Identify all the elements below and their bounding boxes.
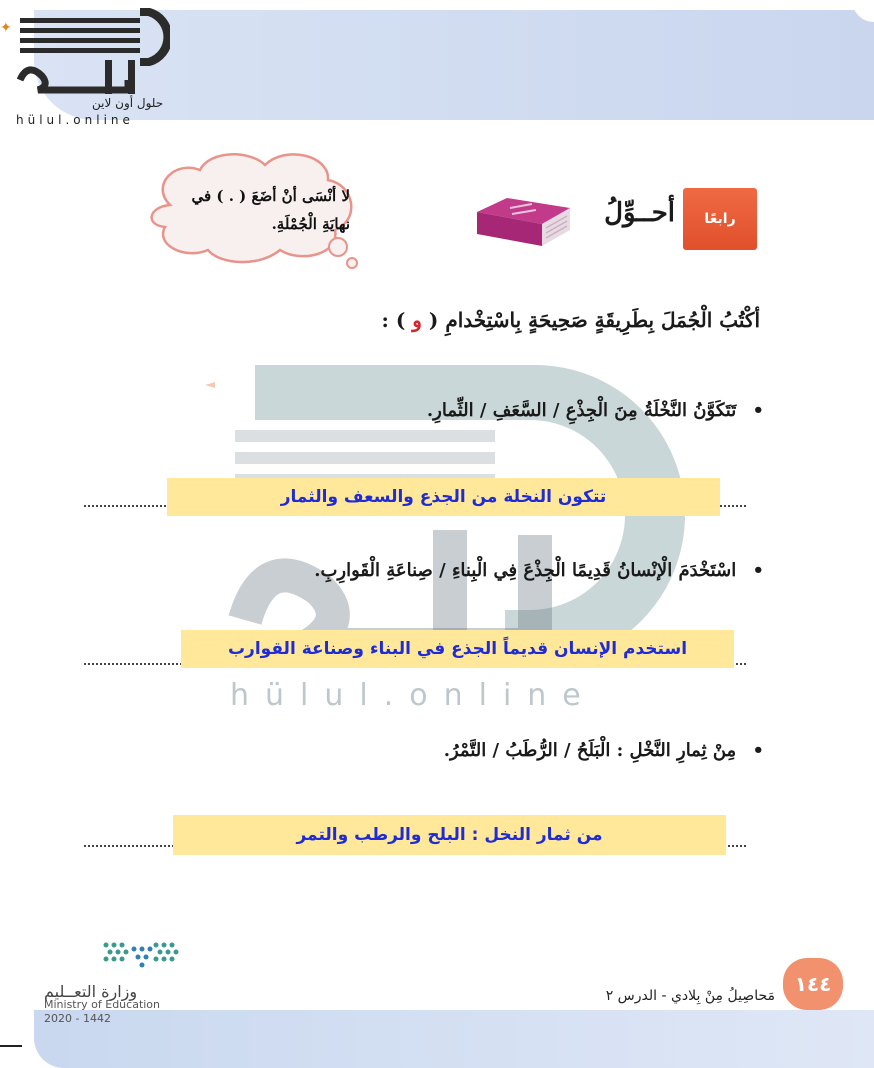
question-3-text: مِنْ ثِمارِ النَّخْلِ : الْبَلَحُ / الرُّطَبُ / التَّمْرُ.: [443, 740, 737, 761]
section-badge: رابعًا: [683, 188, 757, 250]
page-caption: مَحاصِيلُ مِنْ بِلادي - الدرس ٢: [605, 988, 775, 1004]
question-1-text: تَتَكَوَّنُ النَّخْلَةُ مِنَ الْجِذْعِ / السَّعَفِ / الثِّمارِ.: [426, 400, 737, 421]
answer-3[interactable]: من ثمار النخل : البلح والرطب والتمر: [173, 815, 726, 855]
hulul-logo: [0, 0, 170, 130]
logo-arabic: حلول أون لاين: [92, 96, 164, 110]
ministry-logo-icon: [96, 937, 196, 977]
logo-latin: hülul.online: [16, 113, 134, 127]
footer-rule: [0, 1045, 22, 1047]
logo-spark-icon: ✦: [0, 20, 12, 36]
bullet-icon: •: [752, 400, 764, 421]
question-2: [204, 560, 764, 581]
instruction-text: [330, 308, 760, 332]
watermark-latin: hülul.online: [230, 678, 597, 713]
section-title: أحــوِّلُ: [604, 198, 675, 228]
footer-band: [34, 1010, 874, 1068]
ministry-year: 2020 - 1442: [44, 1012, 111, 1025]
answer-2[interactable]: استخدم الإنسان قديماً الجذع في البناء وصناعة القوارب: [181, 630, 734, 668]
tip-line-1: لا أنْسَى أنْ أضَعَ ( . ) في: [191, 187, 350, 205]
bullet-icon: •: [752, 560, 764, 581]
ministry-arabic: وزارة التعــليم: [44, 982, 138, 1001]
instruction-letter: و: [412, 308, 422, 332]
ministry-english: Ministry of Education: [44, 998, 161, 1011]
tip-text: [180, 182, 350, 238]
instruction-after: ) :: [381, 308, 406, 332]
question-3: [204, 740, 764, 761]
tip-line-2: نهايَةِ الْجُمْلَةِ.: [271, 215, 350, 233]
question-1: [204, 400, 764, 421]
page-number: ١٤٤: [783, 958, 843, 1010]
answer-1[interactable]: تتكون النخلة من الجذع والسعف والثمار: [167, 478, 720, 516]
instruction-before: أكْتُبُ الْجُمَلَ بِطَرِيقَةٍ صَحِيحَةٍ بِاسْتِخْدامِ (: [428, 308, 760, 332]
book-icon: [472, 190, 572, 250]
bullet-icon: •: [752, 740, 764, 761]
question-2-text: اسْتَخْدَمَ الْإنْسانُ قَدِيمًا الْجِذْعَ فِي الْبِناءِ / صِناعَةِ الْقَوارِبِ.: [314, 560, 737, 581]
